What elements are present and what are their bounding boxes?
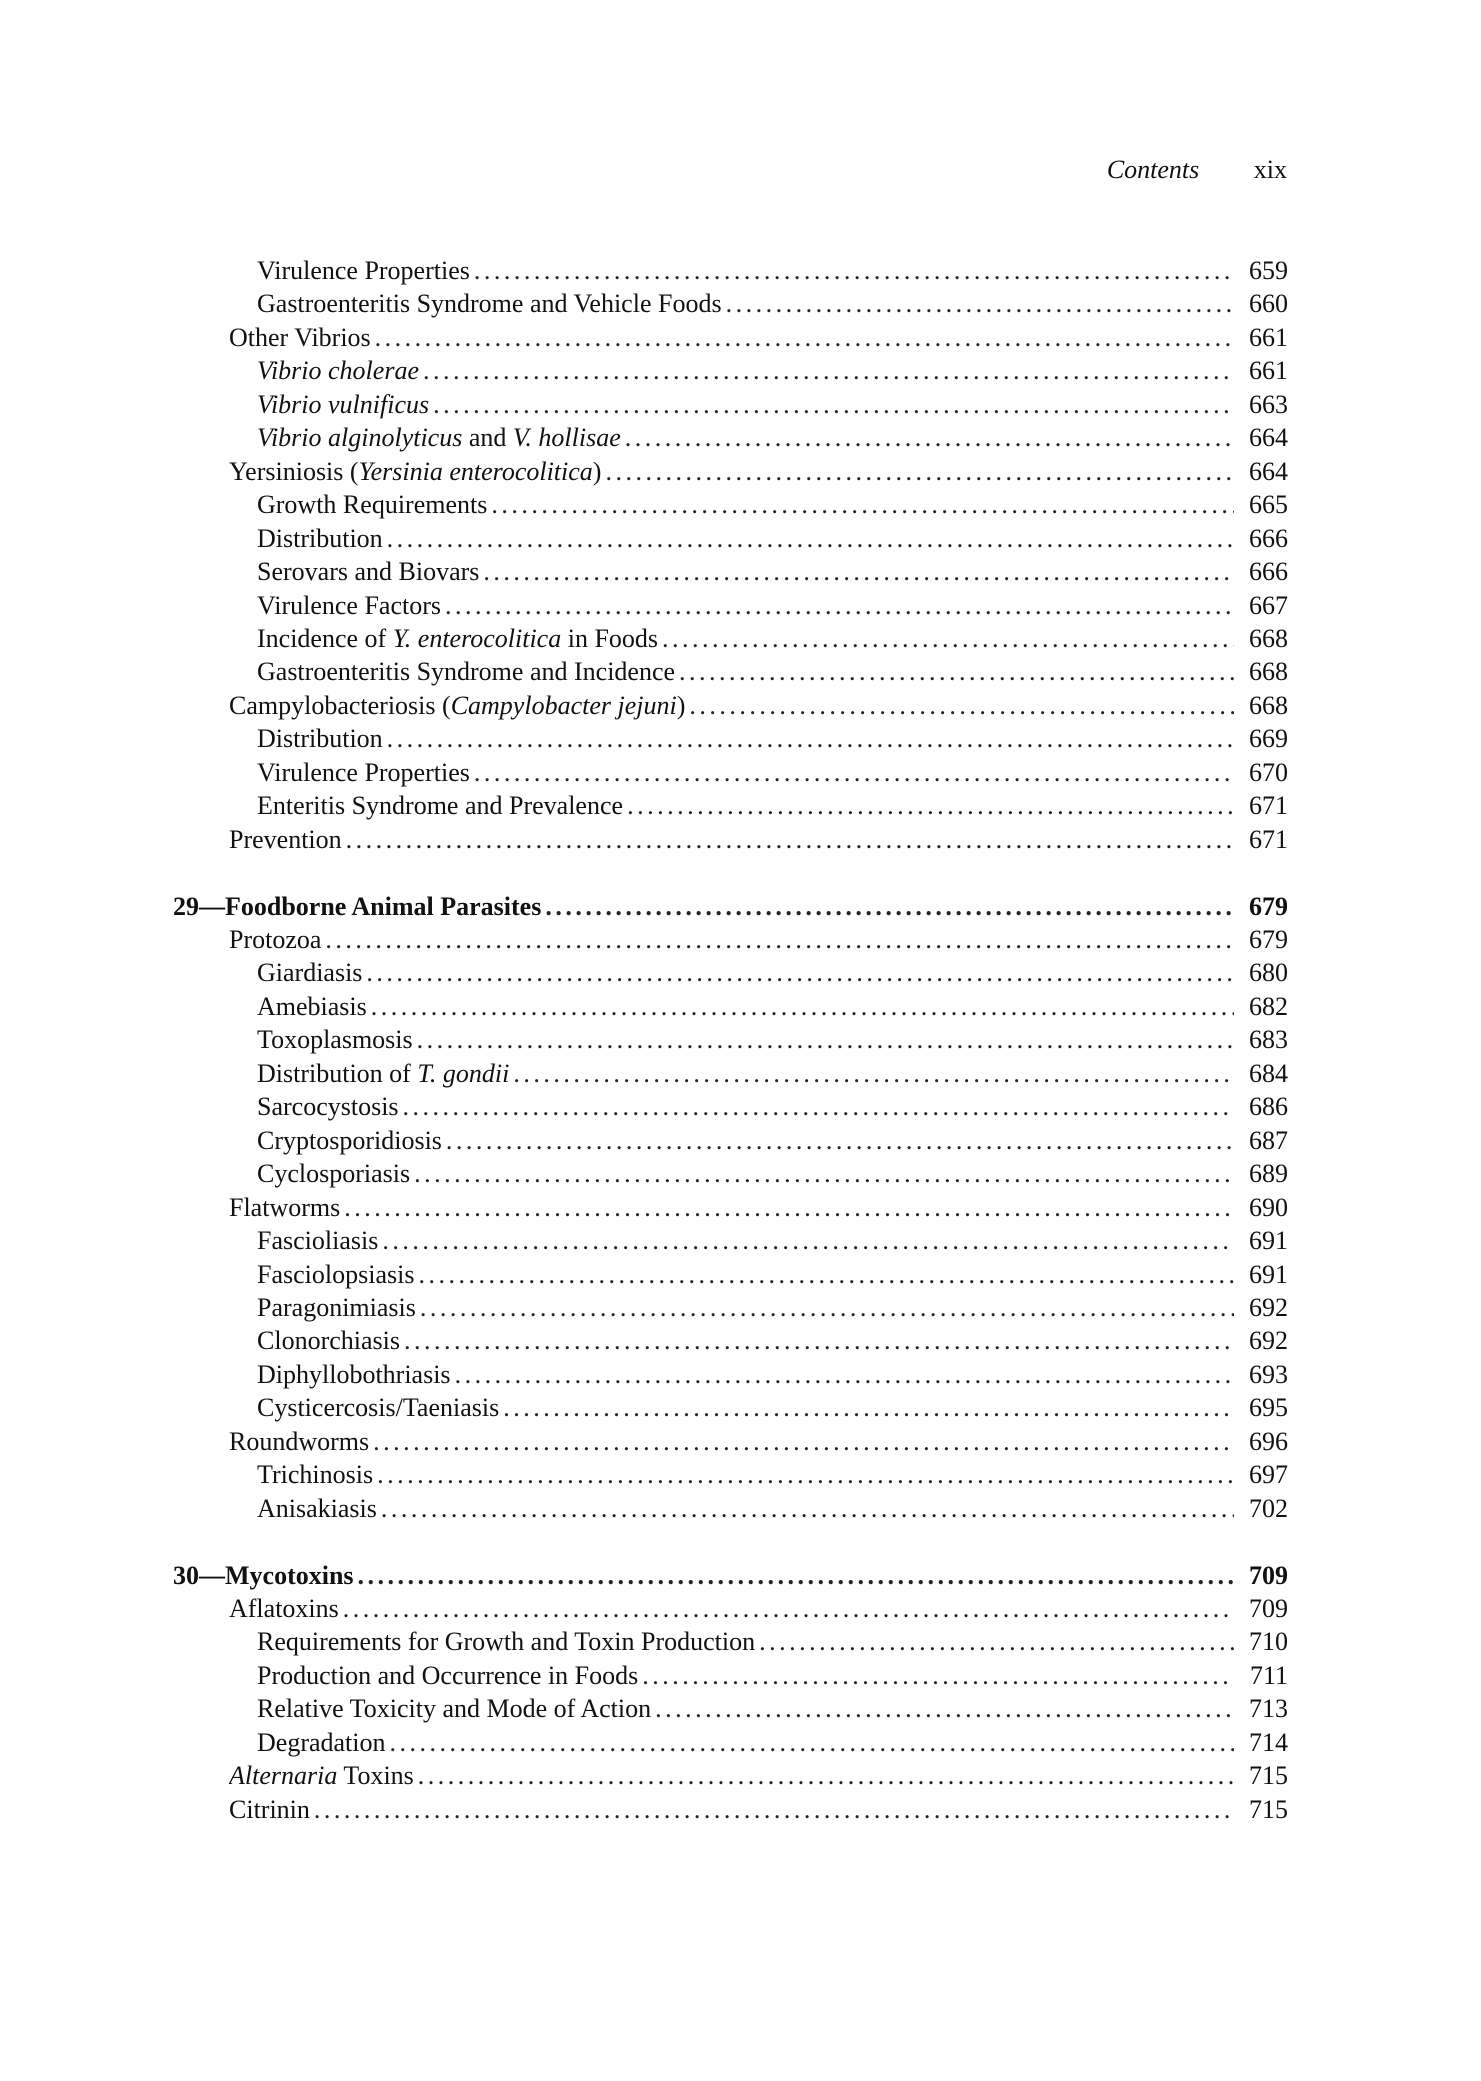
toc-entry-title-text: Toxins [337, 1761, 414, 1791]
dot-leader [655, 1692, 1234, 1725]
toc-entry-title-text: Citrinin [229, 1794, 310, 1824]
running-head-page-number: xix [1253, 155, 1287, 184]
toc-page-number: 664 [1249, 456, 1288, 486]
dot-leader [625, 421, 1234, 454]
dot-leader [403, 1090, 1234, 1123]
toc-entry-title [257, 388, 433, 421]
toc-page-number: 715 [1249, 1794, 1288, 1824]
toc-entry [257, 1659, 1288, 1692]
toc-page-number: 667 [1249, 590, 1288, 620]
toc-entry-title [257, 522, 387, 555]
toc-entry-title [257, 1324, 404, 1357]
toc-entry-title-text: Virulence Properties [257, 256, 470, 285]
dot-leader [414, 1157, 1234, 1190]
toc-entry-title [257, 1458, 377, 1491]
dot-leader [382, 1224, 1234, 1257]
toc-entry-title-italic: Vibrio vulnificus [257, 389, 430, 419]
toc-entry-title-text: Diphyllobothriasis [257, 1359, 451, 1389]
dot-leader [346, 823, 1234, 856]
toc-page-number: 671 [1249, 824, 1288, 854]
toc-entry-title [257, 789, 627, 822]
dot-leader [325, 923, 1234, 956]
toc-entry-title-text: 29—Foodborne Animal Parasites [173, 891, 542, 921]
dot-leader [373, 1425, 1234, 1458]
toc-entry [257, 1090, 1288, 1123]
toc-entry-title-italic: Vibrio alginolyticus [257, 423, 463, 453]
dot-leader [420, 1291, 1234, 1324]
toc-entry-title [257, 1358, 455, 1391]
toc-entry-title-text: Campylobacteriosis ( [229, 690, 451, 720]
toc-entry [257, 1625, 1288, 1658]
dot-leader [314, 1793, 1234, 1826]
toc-entry-title [257, 1492, 381, 1525]
dot-leader [605, 455, 1234, 488]
dot-leader [513, 1057, 1234, 1090]
toc-chapter-entry [173, 1559, 1288, 1592]
dot-leader [491, 488, 1234, 521]
toc-entry-title [257, 254, 474, 287]
dot-leader [366, 956, 1234, 989]
dot-leader [445, 589, 1234, 622]
toc-page-number: 692 [1249, 1292, 1288, 1322]
toc-entry-title-text: Virulence Properties [257, 757, 470, 787]
toc-page-number: 689 [1249, 1159, 1288, 1189]
toc-entry [257, 756, 1288, 789]
toc-entry [257, 1258, 1288, 1291]
toc-entry-title-text: ) [676, 690, 686, 720]
toc-entry-title-text: Cryptosporidiosis [257, 1125, 442, 1155]
toc-page-number: 691 [1249, 1259, 1288, 1289]
toc-entry-title-italic: Alternaria [229, 1761, 338, 1791]
toc-entry-title-text: Yersiniosis ( [229, 456, 359, 486]
dot-leader [418, 1258, 1234, 1291]
toc-entry-title-text: Gastroenteritis Syndrome and Incidence [257, 657, 676, 687]
toc-entry-title-text: Distribution [257, 523, 383, 553]
toc-entry-title-text: Virulence Factors [257, 590, 441, 620]
toc-entry [257, 1057, 1288, 1090]
toc-entry-title-text: 30—Mycotoxins [173, 1560, 354, 1590]
dot-leader [344, 1191, 1234, 1224]
dot-leader [358, 1559, 1234, 1592]
toc-page-number: 671 [1249, 791, 1288, 821]
toc-page-number: 669 [1249, 724, 1288, 754]
toc-page-number: 664 [1249, 423, 1288, 453]
toc-entry [257, 354, 1288, 387]
toc-entry [229, 455, 1288, 488]
toc-entry [257, 655, 1288, 688]
dot-leader [433, 388, 1234, 421]
toc-entry [257, 1726, 1288, 1759]
dot-leader [545, 890, 1234, 923]
toc-entry-title-text: Incidence of [257, 623, 393, 653]
toc-entry [257, 522, 1288, 555]
toc-entry-title-text: Growth Requirements [257, 490, 488, 520]
toc-entry-title [229, 1191, 344, 1224]
toc-entry-title-italic: T. gondii [417, 1058, 510, 1088]
toc-entry-title-text: Sarcocystosis [257, 1092, 399, 1122]
toc-entry-title [257, 1258, 418, 1291]
toc-entry-title [229, 455, 605, 488]
toc-page-number: 683 [1249, 1025, 1288, 1055]
toc-entry [229, 321, 1288, 354]
dot-leader [759, 1625, 1234, 1658]
dot-leader [343, 1592, 1234, 1625]
dot-leader [371, 990, 1234, 1023]
toc-page-number: 684 [1249, 1058, 1288, 1088]
toc-entry [257, 956, 1288, 989]
toc-entry-title [229, 689, 689, 722]
dot-leader [404, 1324, 1234, 1357]
toc-entry-title-italic: Vibrio cholerae [257, 356, 419, 386]
toc-entry [257, 421, 1288, 454]
dot-leader [418, 1759, 1234, 1792]
running-head [1107, 154, 1287, 186]
toc-entry [257, 254, 1288, 287]
toc-page-number: 692 [1249, 1326, 1288, 1356]
toc-entry-title [257, 1090, 403, 1123]
dot-leader [474, 756, 1234, 789]
toc-entry-title-text: and [462, 423, 513, 453]
toc-entry-title [229, 1759, 418, 1792]
toc-entry-title-text: ) [592, 456, 602, 486]
toc-entry-title [257, 655, 679, 688]
toc-page-number: 690 [1249, 1192, 1288, 1222]
toc-page-number: 709 [1249, 1594, 1288, 1623]
toc-entry-title [173, 890, 545, 923]
toc-entry-title [257, 1157, 414, 1190]
toc-page-number: 686 [1249, 1092, 1288, 1122]
toc-entry [257, 622, 1288, 655]
toc-entry-title-italic: Y. enterocolitica [392, 623, 562, 653]
toc-entry-title [257, 421, 625, 454]
toc-entry-title-text: Requirements for Growth and Toxin Production [257, 1627, 756, 1657]
dot-leader [726, 287, 1234, 320]
toc-entry-title-text: Roundworms [229, 1426, 370, 1456]
toc-page-number: 695 [1249, 1393, 1288, 1423]
toc-entry [257, 1692, 1288, 1725]
toc-page-number: 679 [1249, 925, 1288, 954]
toc-entry [257, 287, 1288, 320]
toc-entry-title [257, 1057, 513, 1090]
toc-page-number: 666 [1249, 557, 1288, 587]
toc-entry-title-text: Aflatoxins [229, 1594, 339, 1623]
dot-leader [377, 1458, 1234, 1491]
toc-entry-title-text: Amebiasis [257, 991, 367, 1021]
dot-leader [662, 622, 1234, 655]
dot-leader [375, 321, 1234, 354]
toc-entry-title-text: Fascioliasis [257, 1226, 379, 1256]
toc-entry [257, 488, 1288, 521]
toc-entry [257, 388, 1288, 421]
dot-leader [483, 555, 1234, 588]
toc-entry-title-text: Other Vibrios [229, 322, 371, 352]
toc-entry-title [257, 622, 662, 655]
toc-page-number: 665 [1249, 490, 1288, 520]
toc-entry-title-text: in Foods [561, 623, 659, 653]
toc-page-number: 659 [1249, 256, 1288, 285]
toc-entry-title [229, 1793, 314, 1826]
dot-leader [417, 1023, 1234, 1056]
toc-entry-title-text: Anisakiasis [257, 1493, 377, 1523]
dot-leader [387, 722, 1234, 755]
toc-entry-title [257, 1391, 503, 1424]
toc-entry [257, 555, 1288, 588]
toc-entry [229, 823, 1288, 856]
toc-entry [257, 1157, 1288, 1190]
toc-entry-title-text: Enteritis Syndrome and Prevalence [257, 791, 624, 821]
running-head-title: Contents [1106, 155, 1200, 184]
toc-entry-title [257, 287, 726, 320]
toc-entry-title-text: Flatworms [229, 1192, 341, 1222]
toc-entry-title-text: Fasciolopsiasis [257, 1259, 415, 1289]
toc-entry-title [173, 1559, 358, 1592]
dot-leader [689, 689, 1234, 722]
toc-entry-title [257, 354, 423, 387]
toc-entry [257, 990, 1288, 1023]
toc-page-number: 660 [1249, 289, 1288, 319]
toc-entry-title-text: Production and Occurrence in Foods [257, 1660, 639, 1690]
toc-entry [229, 1759, 1288, 1792]
dot-leader [679, 655, 1234, 688]
toc-entry [257, 722, 1288, 755]
toc-page-number: 702 [1249, 1493, 1288, 1523]
toc-entry [229, 1191, 1288, 1224]
dot-leader [627, 789, 1234, 822]
toc-page-number: 697 [1249, 1460, 1288, 1490]
toc-entry-title [257, 990, 371, 1023]
toc-entry-title [257, 756, 474, 789]
toc-entry-title [229, 1592, 343, 1625]
toc-entry-title-text: Clonorchiasis [257, 1326, 400, 1356]
toc-page-number: 668 [1249, 657, 1288, 687]
dot-leader [503, 1391, 1234, 1424]
toc-page-number: 661 [1249, 322, 1288, 352]
toc-entry [257, 1358, 1288, 1391]
toc-entry-title-text: Protozoa [229, 925, 322, 954]
toc-entry [257, 1291, 1288, 1324]
toc-entry-title [257, 1726, 390, 1759]
toc-page-number: 668 [1249, 623, 1288, 653]
toc-entry-title-text: Distribution of [257, 1058, 418, 1088]
toc-entry-title [257, 1692, 655, 1725]
toc-chapter-entry [173, 890, 1288, 923]
toc-entry [229, 1592, 1288, 1625]
toc-entry-title [257, 555, 483, 588]
toc-page-number: 714 [1249, 1727, 1288, 1757]
toc-page-number: 713 [1249, 1694, 1288, 1724]
toc-entry [257, 1458, 1288, 1491]
toc-page-number: 711 [1249, 1660, 1288, 1690]
dot-leader [642, 1659, 1234, 1692]
toc-entry-title-text: Serovars and Biovars [257, 557, 480, 587]
toc-page-number: 696 [1249, 1426, 1288, 1456]
dot-leader [455, 1358, 1234, 1391]
toc-page-number: 682 [1249, 991, 1288, 1021]
toc-entry-title-text: Cyclosporiasis [257, 1159, 411, 1189]
toc-entry-title-text: Prevention [229, 824, 342, 854]
dot-leader [387, 522, 1234, 555]
toc-entry-title-text: Degradation [257, 1727, 386, 1757]
toc-entry-title [257, 1224, 382, 1257]
toc-entry [229, 923, 1288, 956]
toc-entry [257, 1124, 1288, 1157]
toc-entry-title [257, 722, 387, 755]
toc-page-number: 663 [1249, 389, 1288, 419]
toc-entry-title [257, 1124, 446, 1157]
toc-entry-title-text: Gastroenteritis Syndrome and Vehicle Foods [257, 289, 722, 319]
toc-entry [229, 1793, 1288, 1826]
toc-entry [257, 1224, 1288, 1257]
toc-entry-title [257, 1659, 642, 1692]
toc-page-number: 693 [1249, 1359, 1288, 1389]
toc-entry [257, 789, 1288, 822]
toc-entry-title [257, 589, 445, 622]
toc-entry [229, 689, 1288, 722]
toc-entry-title-text: Distribution [257, 724, 383, 754]
toc-entry-title [257, 1291, 420, 1324]
toc-page-number: 668 [1249, 690, 1288, 720]
toc-entry-title-text: Toxoplasmosis [257, 1025, 413, 1055]
dot-leader [423, 354, 1234, 387]
toc-entry-title-text: Paragonimiasis [257, 1292, 416, 1322]
toc-entry-title-italic: Campylobacter jejuni [450, 690, 677, 720]
toc-entry [229, 1425, 1288, 1458]
toc-entry-title [257, 488, 491, 521]
toc-entry-title-italic: V. hollisae [512, 423, 621, 453]
toc-entry-title-italic: Yersinia enterocolitica [358, 456, 593, 486]
toc-entry-title [257, 1625, 759, 1658]
toc-entry-title-text: Relative Toxicity and Mode of Action [257, 1694, 652, 1724]
toc-page-number: 679 [1249, 891, 1288, 921]
toc-page-number: 691 [1249, 1226, 1288, 1256]
toc-entry-title-text: Cysticercosis/Taeniasis [257, 1393, 500, 1423]
toc-page-number: 715 [1249, 1761, 1288, 1791]
toc-page-number: 670 [1249, 757, 1288, 787]
toc-entry-title-text: Trichinosis [257, 1460, 374, 1490]
toc-entry-title [229, 923, 325, 956]
toc-entry-title [257, 956, 366, 989]
toc-page-number: 680 [1249, 958, 1288, 988]
toc-page-number: 666 [1249, 523, 1288, 553]
toc-entry [257, 1391, 1288, 1424]
toc-entry [257, 589, 1288, 622]
toc-entry-title [229, 823, 346, 856]
toc-entry [257, 1023, 1288, 1056]
toc-page-number: 661 [1249, 356, 1288, 386]
dot-leader [381, 1492, 1234, 1525]
toc-entry-title [229, 1425, 373, 1458]
dot-leader [390, 1726, 1234, 1759]
toc-page-number: 687 [1249, 1125, 1288, 1155]
toc-entry [257, 1492, 1288, 1525]
dot-leader [446, 1124, 1234, 1157]
toc-entry-title [257, 1023, 417, 1056]
toc-page-number: 709 [1249, 1560, 1288, 1590]
toc-entry-title-text: Giardiasis [257, 958, 363, 988]
toc-page-number: 710 [1249, 1627, 1288, 1657]
toc-entry-title [229, 321, 375, 354]
dot-leader [474, 254, 1234, 287]
toc-entry [257, 1324, 1288, 1357]
